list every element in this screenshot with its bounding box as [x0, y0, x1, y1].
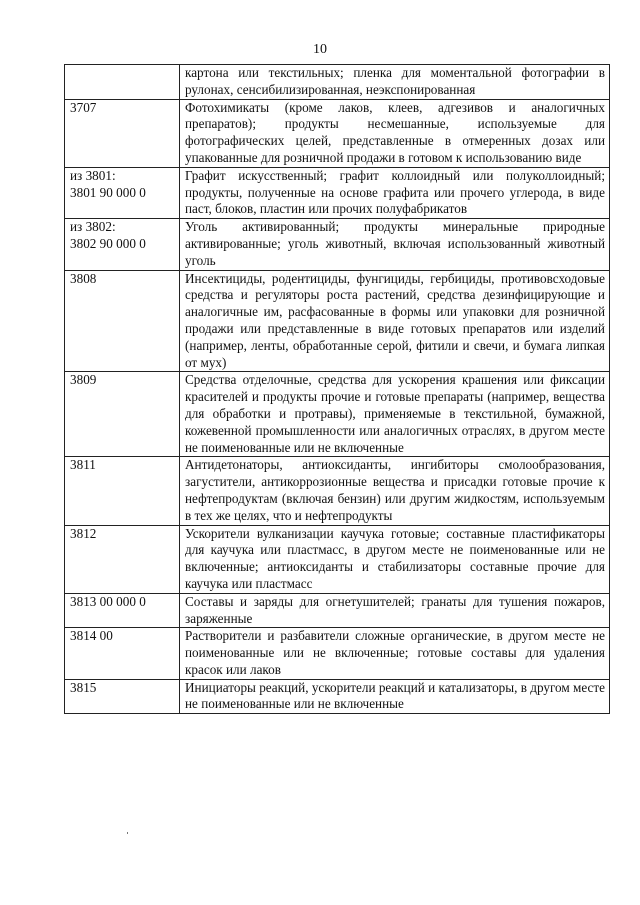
code-line: 3808 [70, 270, 97, 286]
table-row [65, 219, 610, 270]
code-line: 3802 90 000 0 [70, 235, 146, 251]
code-line: 3813 00 000 0 [70, 593, 146, 609]
description-cell: Уголь активированный; продукты минеральные природные активированные; уголь животный, включая использованный животный уголь [180, 219, 610, 270]
code-cell [65, 628, 180, 679]
code-line: 3812 [70, 525, 97, 541]
table-row [65, 593, 610, 628]
table-row [65, 372, 610, 457]
description-cell: Антидетонаторы, антиоксиданты, ингибиторы смолообразования, загустители, антикоррозионные вещества и присадки готовые прочие к нефтепродуктам (включая бензин) или другим жидкостям, используемым в тех же целях, что и нефтепродукты [180, 457, 610, 525]
code-cell [65, 270, 180, 372]
description-cell: Графит искусственный; графит коллоидный или полуколлоидный; продукты, полученные на основе графита или прочего углерода, в виде паст, блоков, пластин или прочих полуфабрикатов [180, 167, 610, 218]
table-row [65, 525, 610, 593]
code-line: 3815 [70, 679, 97, 695]
code-cell [65, 525, 180, 593]
table-row [65, 628, 610, 679]
code-line: 3809 [70, 372, 97, 388]
code-line: 3801 90 000 0 [70, 184, 146, 200]
code-cell [65, 167, 180, 218]
page-number: 10 [313, 42, 327, 57]
description-cell: Ускорители вулканизации каучука готовые; составные пластификаторы для каучука или пластмасс, в другом месте не поименованные или не включенные; антиоксиданты и стабилизаторы составные прочие для каучука или пластмасс [180, 525, 610, 593]
table-row [65, 457, 610, 525]
code-line: 3811 [70, 457, 96, 473]
code-line: из 3802: [70, 219, 116, 235]
code-line: из 3801: [70, 167, 116, 183]
code-line: 3707 [70, 99, 97, 115]
description-cell: Растворители и разбавители сложные органические, в другом месте не поименованные или не включенные; готовые составы для удаления красок или лаков [180, 628, 610, 679]
description-cell: Средства отделочные, средства для ускорения крашения или фиксации красителей и продукты прочие и готовые препараты (например, вещества для обработки и протравы), применяемые в текстильной, бумажной, кожевенной промышленности или аналогичных отраслях, в другом месте не поименованные или не включенные [180, 372, 610, 457]
code-cell [65, 679, 180, 714]
code-cell [65, 372, 180, 457]
table-row [65, 99, 610, 167]
table-row [65, 270, 610, 372]
description-cell: Составы и заряды для огнетушителей; гранаты для тушения пожаров, заряженные [180, 593, 610, 628]
description-cell: картона или текстильных; пленка для моментальной фотографии в рулонах, сенсибилизированная, неэкспонированная [180, 65, 610, 100]
code-cell [65, 593, 180, 628]
description-cell: Инсектициды, родентициды, фунгициды, гербициды, противовсходовые средства и регуляторы роста растений, средства дезинфицирующие и аналогичные им, расфасованные в формы или упаковки для розничной продажи или представленные в виде готовых препаратов или изделий (например, ленты, обработанные серой, фитили и свечи, и бумага липкая от мух) [180, 270, 610, 372]
table-row [65, 679, 610, 714]
description-cell: Фотохимикаты (кроме лаков, клеев, адгезивов и аналогичных препаратов); продукты несмешанные, используемые для фотографических целей, представленные в отмеренных дозах или упакованные для розничной продажи в готовом к использованию виде [180, 99, 610, 167]
code-cell [65, 457, 180, 525]
code-line: 3814 00 [70, 628, 113, 644]
description-cell: Инициаторы реакций, ускорители реакций и катализаторы, в другом месте не поименованные или не включенные [180, 679, 610, 714]
code-cell [65, 99, 180, 167]
table-row [65, 167, 610, 218]
scan-speck [127, 832, 128, 834]
customs-code-table [64, 64, 610, 714]
code-cell [65, 219, 180, 270]
table-row [65, 65, 610, 100]
code-cell [65, 65, 180, 100]
